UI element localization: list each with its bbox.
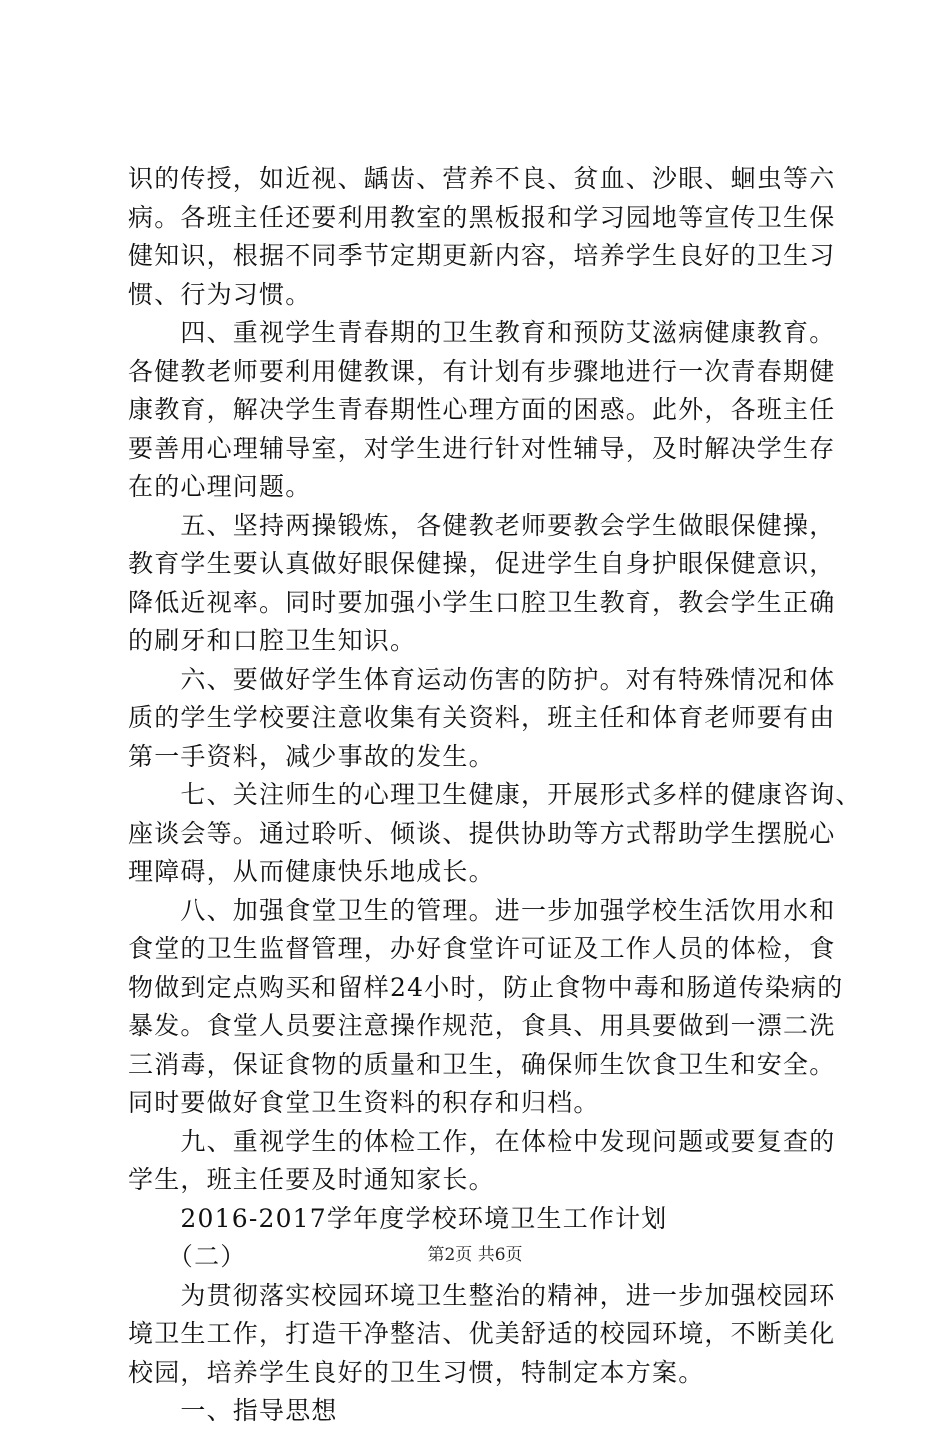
page-footer bbox=[0, 1240, 950, 1265]
text-line: 座谈会等。通过聆听、倾谈、提供协助等方式帮助学生摆脱心 bbox=[128, 818, 836, 848]
section-heading: 一、指导思想 bbox=[128, 1396, 338, 1425]
text-line: 各健教老师要利用健教课，有计划有步骤地进行一次青春期健 bbox=[128, 356, 836, 386]
section-subtitle: （二） bbox=[128, 1242, 247, 1271]
text-line: 理障碍，从而健康快乐地成长。 bbox=[128, 857, 495, 886]
text-line: 康教育，解决学生青春期性心理方面的困惑。此外，各班主任 bbox=[128, 395, 836, 424]
text-line: 在的心理问题。 bbox=[128, 472, 312, 501]
text-line: 食堂的卫生监督管理，办好食堂许可证及工作人员的体检，食 bbox=[128, 934, 836, 963]
text-line: 降低近视率。同时要加强小学生口腔卫生教育，教会学生正确 bbox=[128, 587, 836, 617]
text-line: 惯、行为习惯。 bbox=[128, 279, 312, 309]
text-line: 暴发。食堂人员要注意操作规范，食具、用具要做到一漂二洗 bbox=[128, 1011, 836, 1040]
text-line: 教育学生要认真做好眼保健操，促进学生自身护眼保健意识， bbox=[128, 549, 836, 578]
text-line: 为贯彻落实校园环境卫生整治的精神，进一步加强校园环 bbox=[128, 1280, 836, 1310]
text-line: 学生，班主任要及时通知家长。 bbox=[128, 1165, 495, 1194]
text-line: 质的学生学校要注意收集有关资料，班主任和体育老师要有由 bbox=[128, 703, 836, 732]
text-line: 同时要做好食堂卫生资料的积存和归档。 bbox=[128, 1088, 600, 1117]
text-line: 九、重视学生的体检工作，在体检中发现问题或要复查的 bbox=[128, 1126, 836, 1156]
page-number: 第2页 共6页 bbox=[427, 1245, 523, 1265]
text-line: 健知识，根据不同季节定期更新内容，培养学生良好的卫生习 bbox=[128, 241, 836, 270]
text-line: 境卫生工作，打造干净整洁、优美舒适的校园环境，不断美化 bbox=[128, 1319, 836, 1348]
text-line: 八、加强食堂卫生的管理。进一步加强学校生活饮用水和 bbox=[128, 895, 836, 925]
text-line: 识的传授，如近视、龋齿、营养不良、贫血、沙眼、蛔虫等六 bbox=[128, 164, 836, 193]
text-line: 七、关注师生的心理卫生健康，开展形式多样的健康咨询、 bbox=[128, 780, 862, 809]
section-title: 2016-2017学年度学校环境卫生工作计划 bbox=[128, 1203, 668, 1233]
text-line: 第一手资料，减少事故的发生。 bbox=[128, 741, 495, 771]
text-line: 校园，培养学生良好的卫生习惯，特制定本方案。 bbox=[128, 1357, 705, 1387]
text-line: 六、要做好学生体育运动伤害的防护。对有特殊情况和体 bbox=[128, 664, 836, 694]
text-line: 三消毒，保证食物的质量和卫生，确保师生饮食卫生和安全。 bbox=[128, 1049, 836, 1079]
text-line: 四、重视学生青春期的卫生教育和预防艾滋病健康教育。 bbox=[128, 318, 836, 347]
text-line: 要善用心理辅导室，对学生进行针对性辅导，及时解决学生存 bbox=[128, 433, 836, 463]
text-line: 物做到定点购买和留样24小时，防止食物中毒和肠道传染病的 bbox=[128, 972, 844, 1002]
text-line: 五、坚持两操锻炼，各健教老师要教会学生做眼保健操， bbox=[128, 510, 836, 540]
text-line: 的刷牙和口腔卫生知识。 bbox=[128, 626, 417, 655]
text-line: 病。各班主任还要利用教室的黑板报和学习园地等宣传卫生保 bbox=[128, 202, 836, 232]
